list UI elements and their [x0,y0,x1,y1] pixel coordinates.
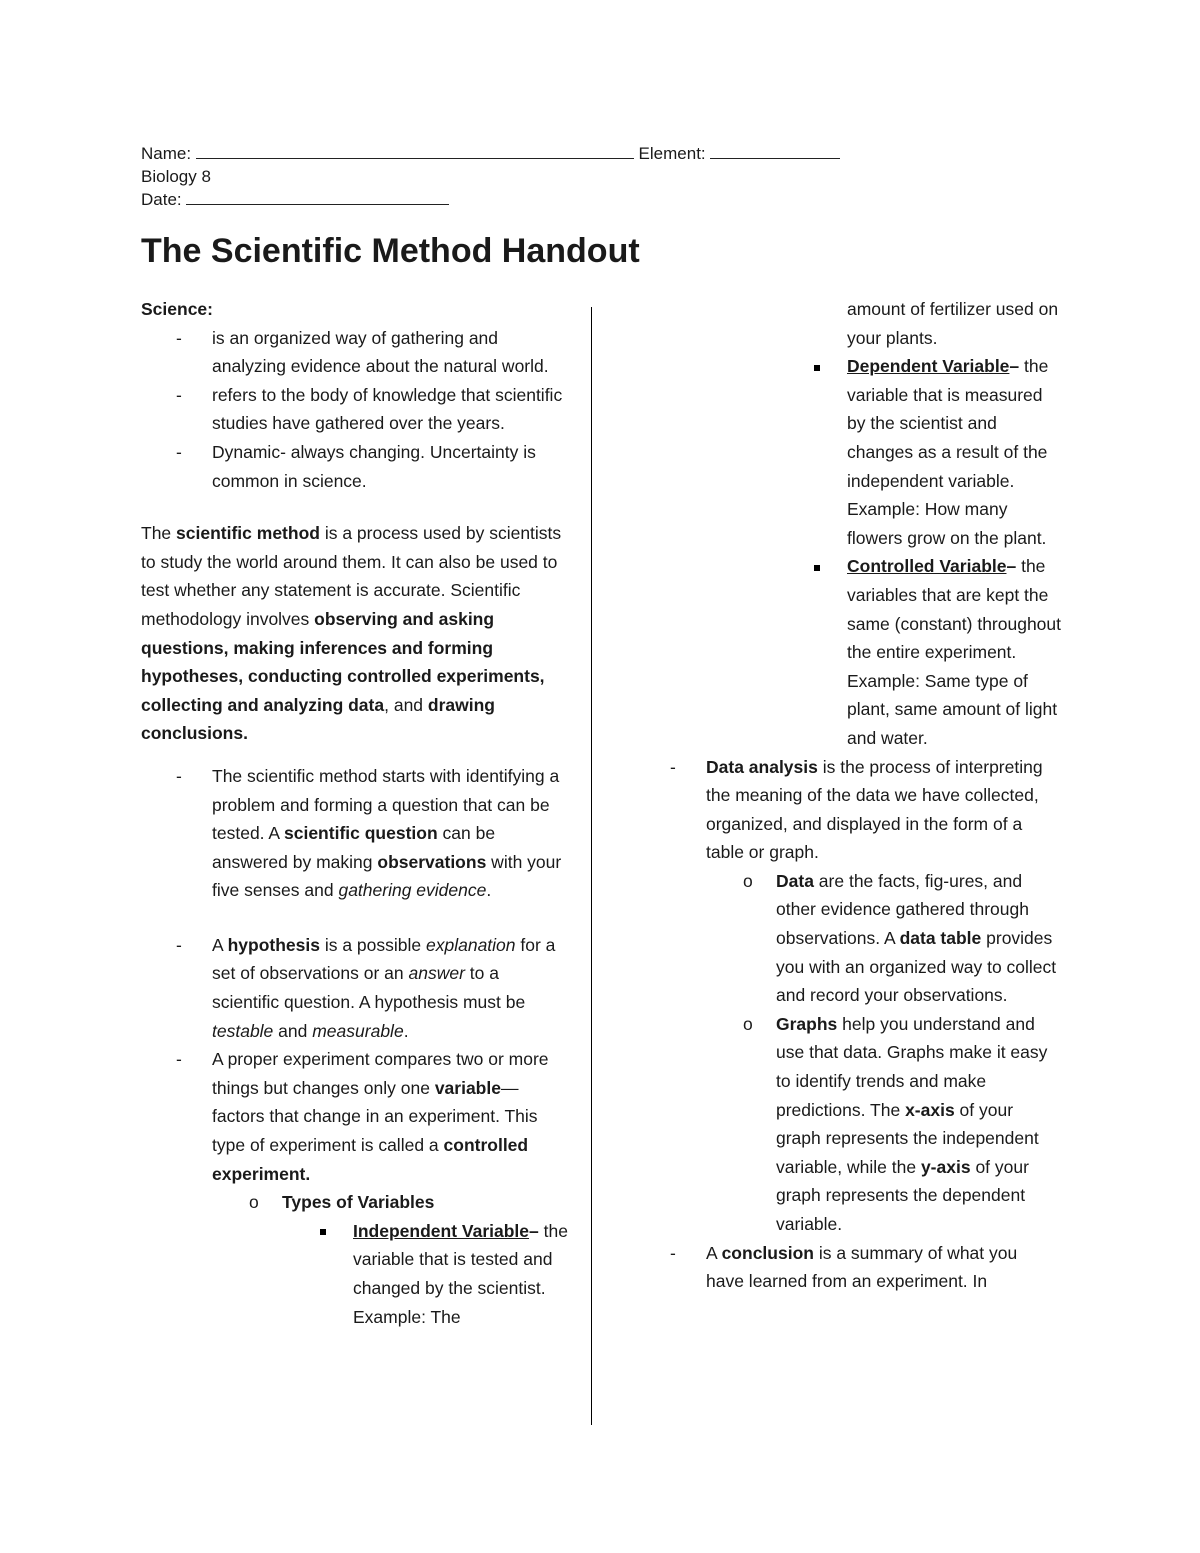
list-item: amount of fertilizer used on your plants. [847,299,1059,348]
name-line [141,143,840,165]
science-heading: Science: [141,299,213,319]
dash-marker: - [176,765,182,786]
list-item: o Data are the facts, fig-ures, and other evidence gathered through observations. A data table provides you with an organized way to collect and record your observations. [776,867,1061,1010]
circle-bullet-icon: o [743,870,753,891]
types-list [141,1188,581,1217]
class-label: Biology 8 [141,167,211,186]
list-item: - The scientific method starts with identifying a problem and forming a question that can be tested. A scientific question can be answered by making observations with your five senses and gathering evidence. [212,762,567,905]
list-item: Dependent Variable– the variable that is measured by the scientist and changes as a result of the independent variable. Example: How many flowers grow on the plant. [847,352,1062,552]
data-sub-list [600,867,1061,1239]
dash-marker: - [176,384,182,405]
circle-bullet-icon: o [743,1013,753,1034]
science-list [141,324,567,496]
square-bullet-icon [320,1217,326,1246]
list-item: - refers to the body of knowledge that scientific studies have gathered over the years. [212,381,567,438]
name-label: Name: [141,144,192,163]
dash-marker: - [176,327,182,348]
circle-bullet-icon: o [249,1192,259,1213]
list-item: - A proper experiment compares two or more things but changes only one variable—factors that change in an experiment. This type of experiment is called a controlled experiment. [212,1045,567,1188]
method-list [141,762,567,1188]
date-blank[interactable] [186,189,449,205]
list-item: o Graphs help you understand and use that data. Graphs make it easy to identify trends and make predictions. The x-axis of your graph represents the independent variable, while the y-axis of your graph represents the dependent variable. [776,1010,1061,1239]
right-column [600,295,1070,1296]
column-divider [591,307,592,1425]
dash-marker: - [670,756,676,777]
element-label: Element: [638,144,706,163]
left-column [141,295,581,1331]
element-blank[interactable] [710,143,840,159]
dash-marker: - [176,1049,182,1070]
list-item: - A conclusion is a summary of what you have learned from an experiment. In [706,1239,1051,1296]
square-bullet-icon [814,352,820,381]
list-item: - Data analysis is the process of interpreting the meaning of the data we have collected, organized, and displayed in the form of a table or graph. [706,753,1061,867]
list-item: Independent Variable– the variable that is tested and changed by the scientist. Example: The [353,1217,568,1331]
list-item: - Dynamic- always changing. Uncertainty is common in science. [212,438,567,495]
conclusion-list [600,1239,1051,1296]
variable-list-cont [600,295,1062,753]
date-label: Date: [141,190,182,209]
dash-marker: - [176,934,182,955]
list-item: - is an organized way of gathering and analyzing evidence about the natural world. [212,324,567,381]
list-item: - A hypothesis is a possible explanation for a set of observations or an answer to a scientific question. A hypothesis must be testable and measurable. [212,931,567,1045]
list-item [249,1188,581,1217]
page-title: The Scientific Method Handout [141,232,640,270]
data-analysis-list [600,753,1061,867]
list-item: Controlled Variable– the variables that are kept the same (constant) throughout the entire experiment. Example: Same type of plant, same amount of light and water. [847,552,1062,752]
name-blank[interactable] [196,143,634,159]
types-heading: Types of Variables [282,1192,435,1213]
variable-list [141,1217,568,1331]
dash-marker: - [670,1242,676,1263]
square-bullet-icon [814,552,820,581]
dash-marker: - [176,441,182,462]
scientific-method-paragraph: The scientific method is a process used by scientists to study the world around them. It can also be used to test whether any statement is accurate. Scientific methodology involves observing and asking questions, making inferences and forming hypotheses, conducting controlled experiments, collecting and analyzing data, and drawing conclusions. [141,523,562,744]
date-line [141,189,449,211]
